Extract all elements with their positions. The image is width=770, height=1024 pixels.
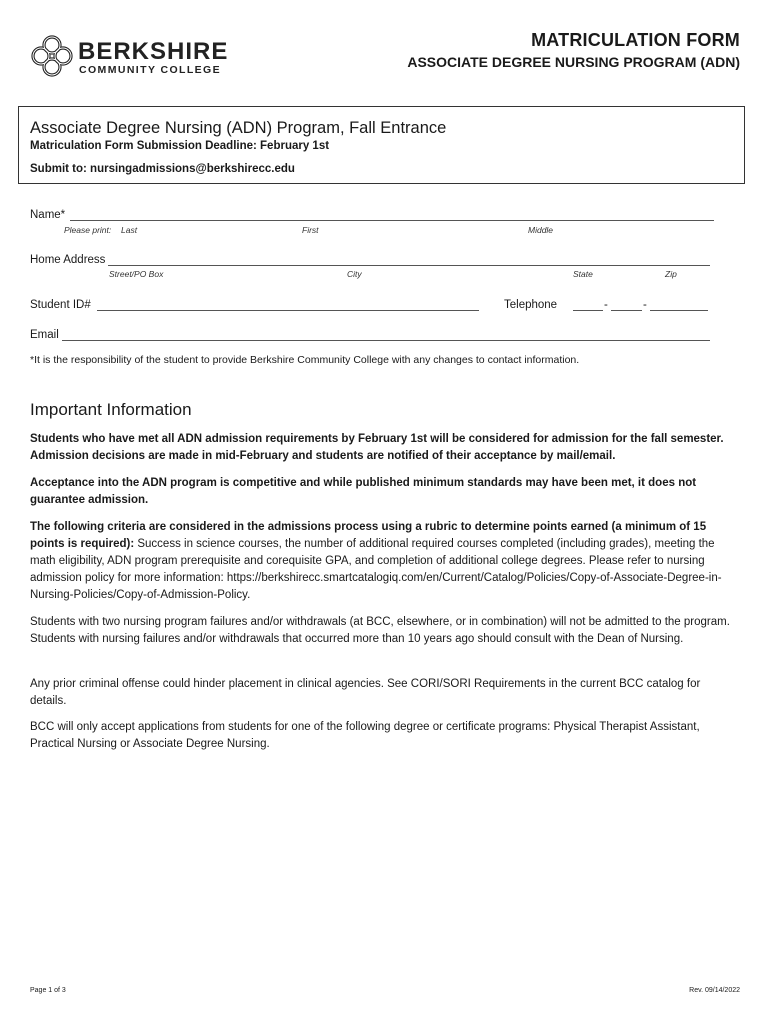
address-field[interactable] — [108, 265, 710, 266]
state-hint: State — [573, 269, 593, 279]
telephone-label: Telephone — [504, 299, 558, 311]
admission-timing-paragraph: Students who have met all ADN admission requirements by February 1st will be considered for admission for the fall semester. Admission decisions are made in mid-February and students are notified of their acceptance by mail/email. — [30, 433, 724, 462]
please-print-hint: Please print: — [64, 225, 112, 235]
student-id-label: Student ID# — [30, 299, 91, 311]
student-id-field[interactable] — [97, 310, 479, 311]
telephone-line-field[interactable] — [650, 310, 708, 311]
telephone-separator: - — [604, 299, 608, 311]
criminal-offense-paragraph: Any prior criminal offense could hinder placement in clinical agencies. See CORI/SORI Requirements in the current BCC catalog for details. — [30, 678, 701, 707]
last-name-hint: Last — [121, 225, 138, 235]
logo-subtitle: COMMUNITY COLLEGE — [79, 64, 222, 76]
street-hint: Street/PO Box — [109, 269, 164, 279]
criteria-heading: The following criteria are considered in the admissions process using a rubric to determine points earned (a minimum of 15 points is required): — [30, 521, 707, 550]
criteria-paragraph — [30, 519, 730, 604]
college-logo — [30, 34, 240, 80]
page-number: Page 1 of 3 — [30, 987, 66, 994]
city-hint: City — [347, 269, 362, 279]
zip-hint: Zip — [665, 269, 677, 279]
programs-paragraph: BCC will only accept applications from students for one of the following degree or certificate programs: Physical Therapist Assistant, Practical Nursing or Associate Degree Nursing. — [30, 721, 700, 750]
email-field[interactable] — [62, 340, 710, 341]
program-title: Associate Degree Nursing (ADN) Program, Fall Entrance — [30, 119, 447, 137]
celtic-knot-icon — [30, 34, 74, 78]
important-info-heading: Important Information — [30, 400, 192, 419]
program-info-box — [18, 106, 745, 184]
name-label: Name* — [30, 209, 66, 221]
submit-to: Submit to: nursingadmissions@berkshirecc.edu — [30, 163, 295, 175]
submission-deadline: Matriculation Form Submission Deadline: February 1st — [30, 140, 330, 152]
competitive-admission-paragraph: Acceptance into the ADN program is competitive and while published minimum standards may have been met, it does not guarantee admission. — [30, 477, 697, 506]
name-field[interactable] — [70, 220, 714, 221]
revision-date: Rev. 09/14/2022 — [689, 987, 740, 994]
logo-name: BERKSHIRE — [78, 38, 229, 65]
middle-name-hint: Middle — [528, 225, 554, 235]
contact-footnote: *It is the responsibility of the student to provide Berkshire Community College with any changes to contact information. — [30, 354, 580, 366]
telephone-prefix-field[interactable] — [611, 310, 642, 311]
telephone-separator: - — [643, 299, 647, 311]
address-label: Home Address — [30, 254, 106, 266]
criteria-details: Success in science courses, the number of additional required courses completed (including grades), meeting the math eligibility, ADN program prerequisite and corequisite GPA, and completion of additional college degrees. Please refer to nursing admission policy for more information: https://berkshirecc.smartcatalogiq.com/en/Current/Catalog/Policies/Copy-of-Associate-Degree-in-Nursing-Policies/Copy-of-Admission-Policy. — [30, 538, 722, 601]
failures-paragraph: Students with two nursing program failures and/or withdrawals (at BCC, elsewhere, or in combination) will not be admitted to the program. Students with nursing failures and/or withdrawals that occurred more than 10 years ago should consult with the Dean of Nursing. — [30, 616, 730, 645]
form-title: MATRICULATION FORM — [531, 30, 740, 50]
email-label: Email — [30, 329, 59, 341]
form-subtitle: ASSOCIATE DEGREE NURSING PROGRAM (ADN) — [407, 54, 740, 70]
telephone-area-code-field[interactable] — [573, 310, 603, 311]
first-name-hint: First — [302, 225, 319, 235]
